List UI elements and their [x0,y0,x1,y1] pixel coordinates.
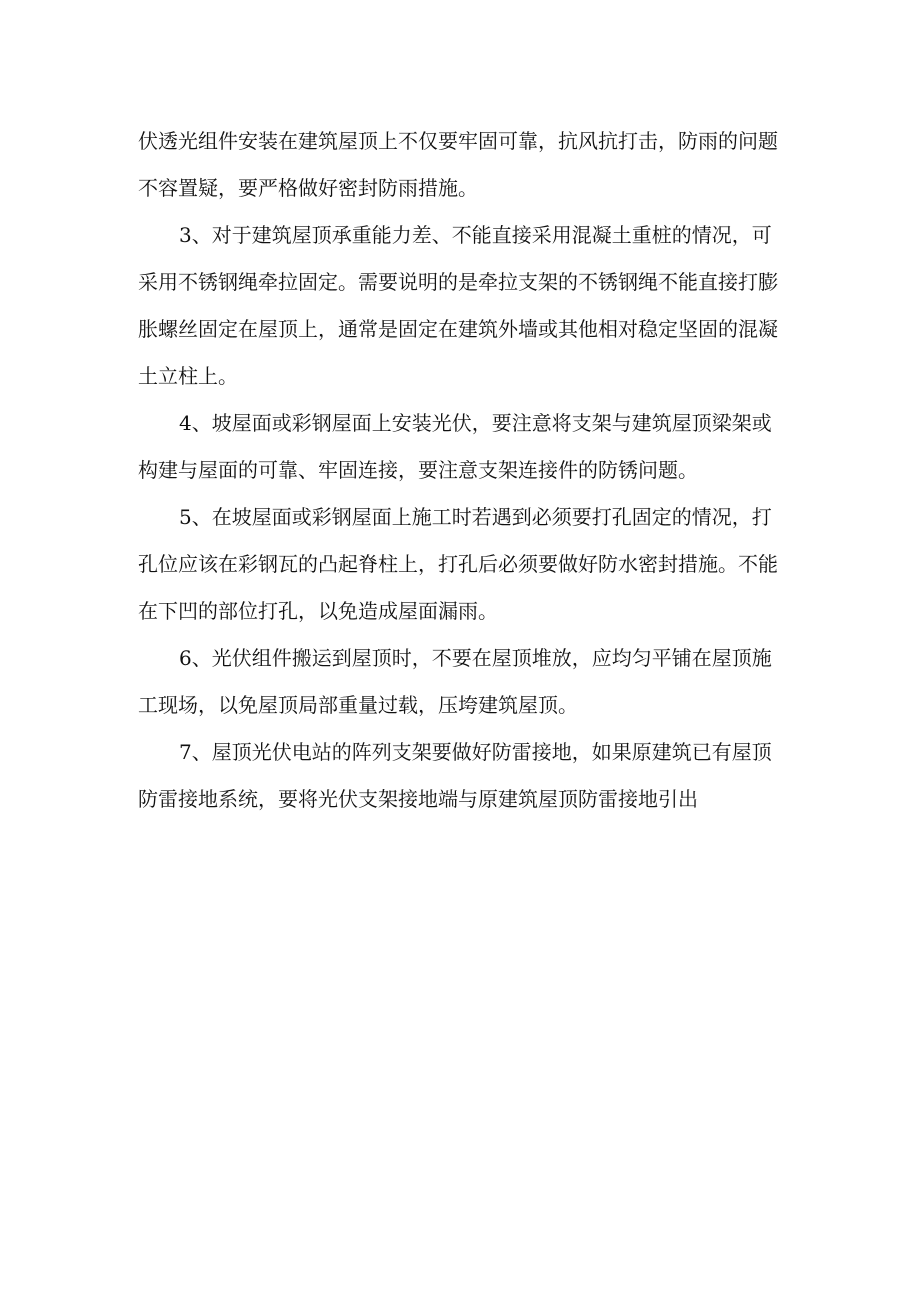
text-line: 不容置疑，要严格做好密封防雨措施。 [138,176,478,200]
text-line: 防雷接地系统，要将光伏支架接地端与原建筑屋顶防雷接地引出 [138,787,698,811]
text-line: 5、在坡屋面或彩钢屋面上施工时若遇到必须要打孔固定的情况，打 [179,505,772,529]
text-line: 伏透光组件安装在建筑屋顶上不仅要牢固可靠，抗风抗打击，防雨的问题 [138,129,778,153]
text-line: 胀螺丝固定在屋顶上，通常是固定在建筑外墙或其他相对稳定坚固的混凝 [138,317,778,341]
text-line: 4、坡屋面或彩钢屋面上安装光伏，要注意将支架与建筑屋顶梁架或 [179,411,772,435]
text-line: 6、光伏组件搬运到屋顶时，不要在屋顶堆放，应均匀平铺在屋顶施 [179,646,772,670]
text-line: 孔位应该在彩钢瓦的凸起脊柱上，打孔后必须要做好防水密封措施。不能 [138,552,778,576]
text-line: 7、屋顶光伏电站的阵列支架要做好防雷接地，如果原建筑已有屋顶 [179,740,772,764]
text-line: 采用不锈钢绳牵拉固定。需要说明的是牵拉支架的不锈钢绳不能直接打膨 [138,270,778,294]
body-text [138,118,788,823]
text-line: 在下凹的部位打孔，以免造成屋面漏雨。 [138,599,498,623]
text-line: 构建与屋面的可靠、牢固连接，要注意支架连接件的防锈问题。 [138,458,698,482]
text-line: 工现场，以免屋顶局部重量过载，压垮建筑屋顶。 [138,693,578,717]
text-line: 3、对于建筑屋顶承重能力差、不能直接采用混凝土重桩的情况，可 [179,223,772,247]
text-line: 土立柱上。 [138,364,238,388]
